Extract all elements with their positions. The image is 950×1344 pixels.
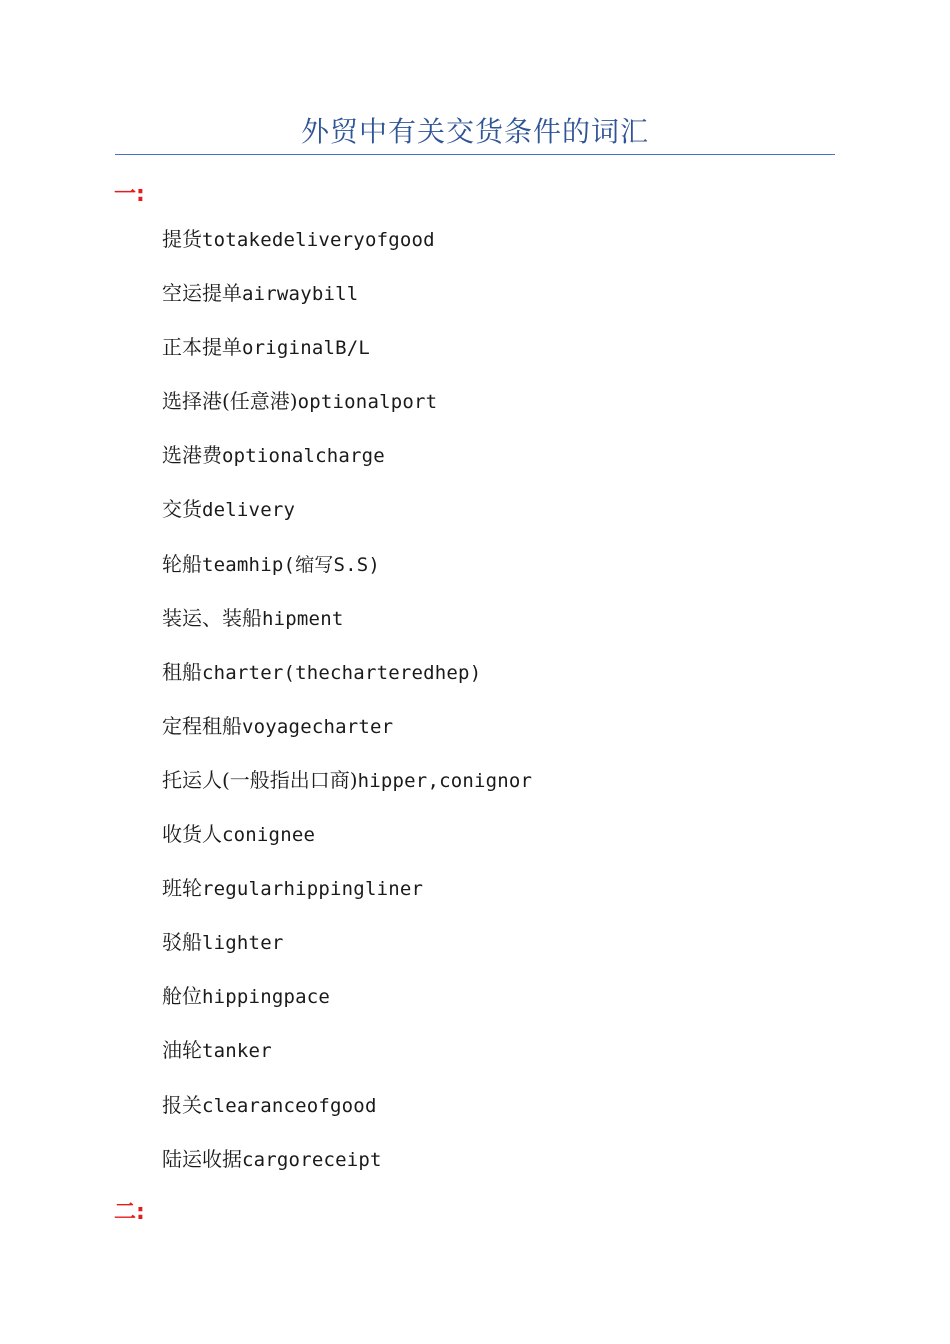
vocabulary-entry — [162, 1088, 532, 1142]
entry-english-term: lighter — [202, 932, 284, 955]
entry-chinese-term: 提货 — [162, 227, 202, 251]
entry-english-term: hippingpace — [202, 986, 331, 1009]
entry-chinese-term: 交货 — [162, 497, 202, 522]
entry-english-term: optionalcharge — [222, 445, 385, 468]
entry-chinese-term: 正本提单 — [162, 335, 242, 360]
entry-english-term: optionalport — [297, 391, 438, 414]
vocabulary-entry — [162, 817, 532, 871]
entry-chinese-term: 收货人 — [162, 822, 222, 847]
entry-chinese-term: 油轮 — [162, 1038, 202, 1063]
vocabulary-entry — [162, 438, 532, 492]
vocabulary-entry — [162, 276, 532, 330]
entry-chinese-term: 轮船 — [162, 551, 202, 576]
vocabulary-entry — [162, 763, 532, 817]
vocabulary-entry — [162, 709, 532, 763]
vocabulary-entry — [162, 655, 532, 709]
page-title: 外贸中有关交货条件的词汇 — [300, 115, 649, 148]
vocabulary-entry — [162, 330, 532, 384]
entry-english-term: delivery — [202, 499, 296, 522]
vocabulary-entry — [162, 1142, 532, 1196]
entry-chinese-term: 舱位 — [162, 984, 202, 1009]
entry-english-term: voyagecharter — [242, 715, 394, 738]
vocabulary-list — [162, 222, 532, 1196]
entry-chinese-term: 选择港(任意港) — [162, 389, 298, 414]
title-underline — [115, 154, 835, 155]
vocabulary-entry — [162, 979, 532, 1033]
entry-chinese-term: 空运提单 — [162, 281, 242, 306]
entry-english-term: hipper,conignor — [357, 769, 533, 792]
vocabulary-entry — [162, 492, 532, 546]
entry-english-term: tanker — [202, 1040, 272, 1063]
entry-chinese-term: 选港费 — [162, 443, 222, 468]
vocabulary-entry — [162, 384, 532, 438]
entry-english-term: totakedeliveryofgood — [202, 229, 435, 251]
vocabulary-entry — [162, 925, 532, 979]
entry-english-term: conignee — [222, 824, 316, 847]
vocabulary-entry — [162, 601, 532, 655]
entry-chinese-term: 装运、装船 — [162, 605, 262, 630]
entry-english-term: cargoreceipt — [242, 1148, 382, 1171]
entry-chinese-term: 报关 — [162, 1092, 202, 1117]
entry-english-term: charter(thecharteredhep) — [202, 661, 482, 684]
entry-english-term: clearanceofgood — [202, 1094, 377, 1117]
vocabulary-entry — [162, 871, 532, 925]
section-heading-2: 二: — [114, 1200, 145, 1225]
entry-chinese-term: 班轮 — [162, 876, 202, 901]
entry-chinese-term: 托运人(一般指出口商) — [162, 767, 358, 792]
vocabulary-entry — [162, 547, 532, 601]
entry-chinese-term: 定程租船 — [162, 713, 242, 738]
entry-english-term: airwaybill — [242, 283, 359, 306]
entry-english-term: originalB/L — [242, 337, 371, 360]
vocabulary-entry — [162, 222, 532, 276]
entry-english-term: hipment — [262, 607, 344, 630]
entry-english-term: regularhippingliner — [202, 878, 424, 901]
entry-chinese-term: 陆运收据 — [162, 1146, 242, 1171]
entry-chinese-term: 驳船 — [162, 930, 202, 955]
section-heading-1: 一: — [114, 182, 145, 207]
entry-english-term: teamhip(缩写S.S) — [202, 553, 381, 576]
entry-chinese-term: 租船 — [162, 659, 202, 684]
vocabulary-entry — [162, 1033, 532, 1087]
